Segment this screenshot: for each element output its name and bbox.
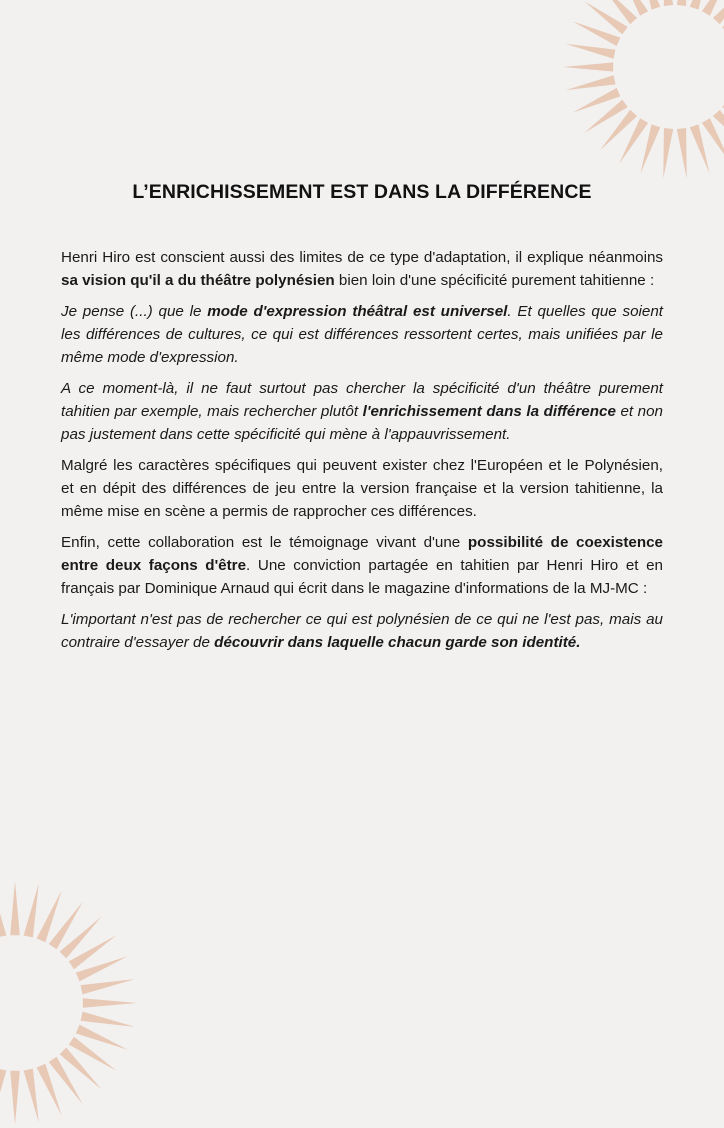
emphasis-text: découvrir dans laquelle chacun garde son identité. [214, 634, 581, 651]
sun-ray [81, 1012, 135, 1027]
emphasis-text: possibilité de coexistence entre deux façons d'être [61, 534, 663, 574]
quote-paragraph [61, 608, 663, 654]
page-title: L’ENRICHISSEMENT EST DANS LA DIFFÉRENCE [132, 181, 592, 203]
text-run: Malgré les caractères spécifiques qui peuvent exister chez l'Européen et le Polynésien, et en dépit des différences de jeu entre la version française et la version tahitienne, la même mise en scène a permis de rapprocher ces différences. [61, 457, 663, 520]
sun-ray [563, 62, 613, 71]
sun-ray [24, 883, 39, 937]
text-run: bien loin d'une spécificité purement tahitienne : [334, 272, 655, 289]
paragraph [61, 246, 663, 292]
sun-ray [690, 124, 710, 173]
text-run: L'important n'est pas de rechercher ce qui est polynésien de ce qui ne l'est pas, mais au contraire d'essayer de [61, 611, 663, 651]
sun-ray [0, 1069, 6, 1123]
quote-paragraph [61, 377, 663, 446]
sun-ray [677, 0, 687, 6]
text-run: . Et quelles que soient les différences de cultures, ce qui est différences ressortent certes, mais unifiées par le même mode d'expression. [61, 303, 664, 366]
sun-ray [81, 979, 135, 994]
emphasis-text: sa vision qu'il a du théâtre polynésien [61, 272, 335, 289]
sun-ray [663, 0, 673, 6]
quote-paragraph [61, 300, 663, 369]
text-run: Je pense (...) que le [61, 303, 208, 320]
sun-ray [24, 1069, 39, 1123]
sunburst-icon [0, 878, 140, 1128]
sun-ray [565, 44, 615, 59]
sun-ray [640, 124, 660, 173]
text-run: Enfin, cette collaboration est le témoignage vivant d'une [61, 534, 468, 551]
text-run: A ce moment-là, il ne faut surtout pas chercher la spécificité d'un théâtre purement tahitien par exemple, mais rechercher plutôt [61, 380, 663, 420]
paragraph [61, 454, 663, 523]
sun-ray [565, 75, 615, 90]
sun-ray [10, 881, 20, 935]
sun-ray [10, 1071, 20, 1125]
body-text [61, 246, 663, 662]
sun-ray [600, 0, 637, 24]
sun-ray [677, 128, 687, 178]
text-run: . Une conviction partagée en tahitien par Henri Hiro et en français par Dominique Arnaud qui écrit dans le magazine d'informations de la MJ-MC : [61, 557, 663, 597]
emphasis-text: l'enrichissement dans la différence [362, 403, 616, 420]
sun-ray [0, 883, 6, 937]
sun-ray [83, 998, 137, 1008]
paragraph [61, 531, 663, 600]
emphasis-text: mode d'expression théâtral est universel [207, 303, 508, 320]
text-run: Henri Hiro est conscient aussi des limites de ce type d'adaptation, il explique néanmoins [61, 249, 663, 266]
sunburst-icon [560, 0, 724, 182]
text-run: et non pas justement dans cette spécificité qui mène à l'appauvrissement. [61, 403, 663, 443]
sun-ray [663, 128, 673, 178]
